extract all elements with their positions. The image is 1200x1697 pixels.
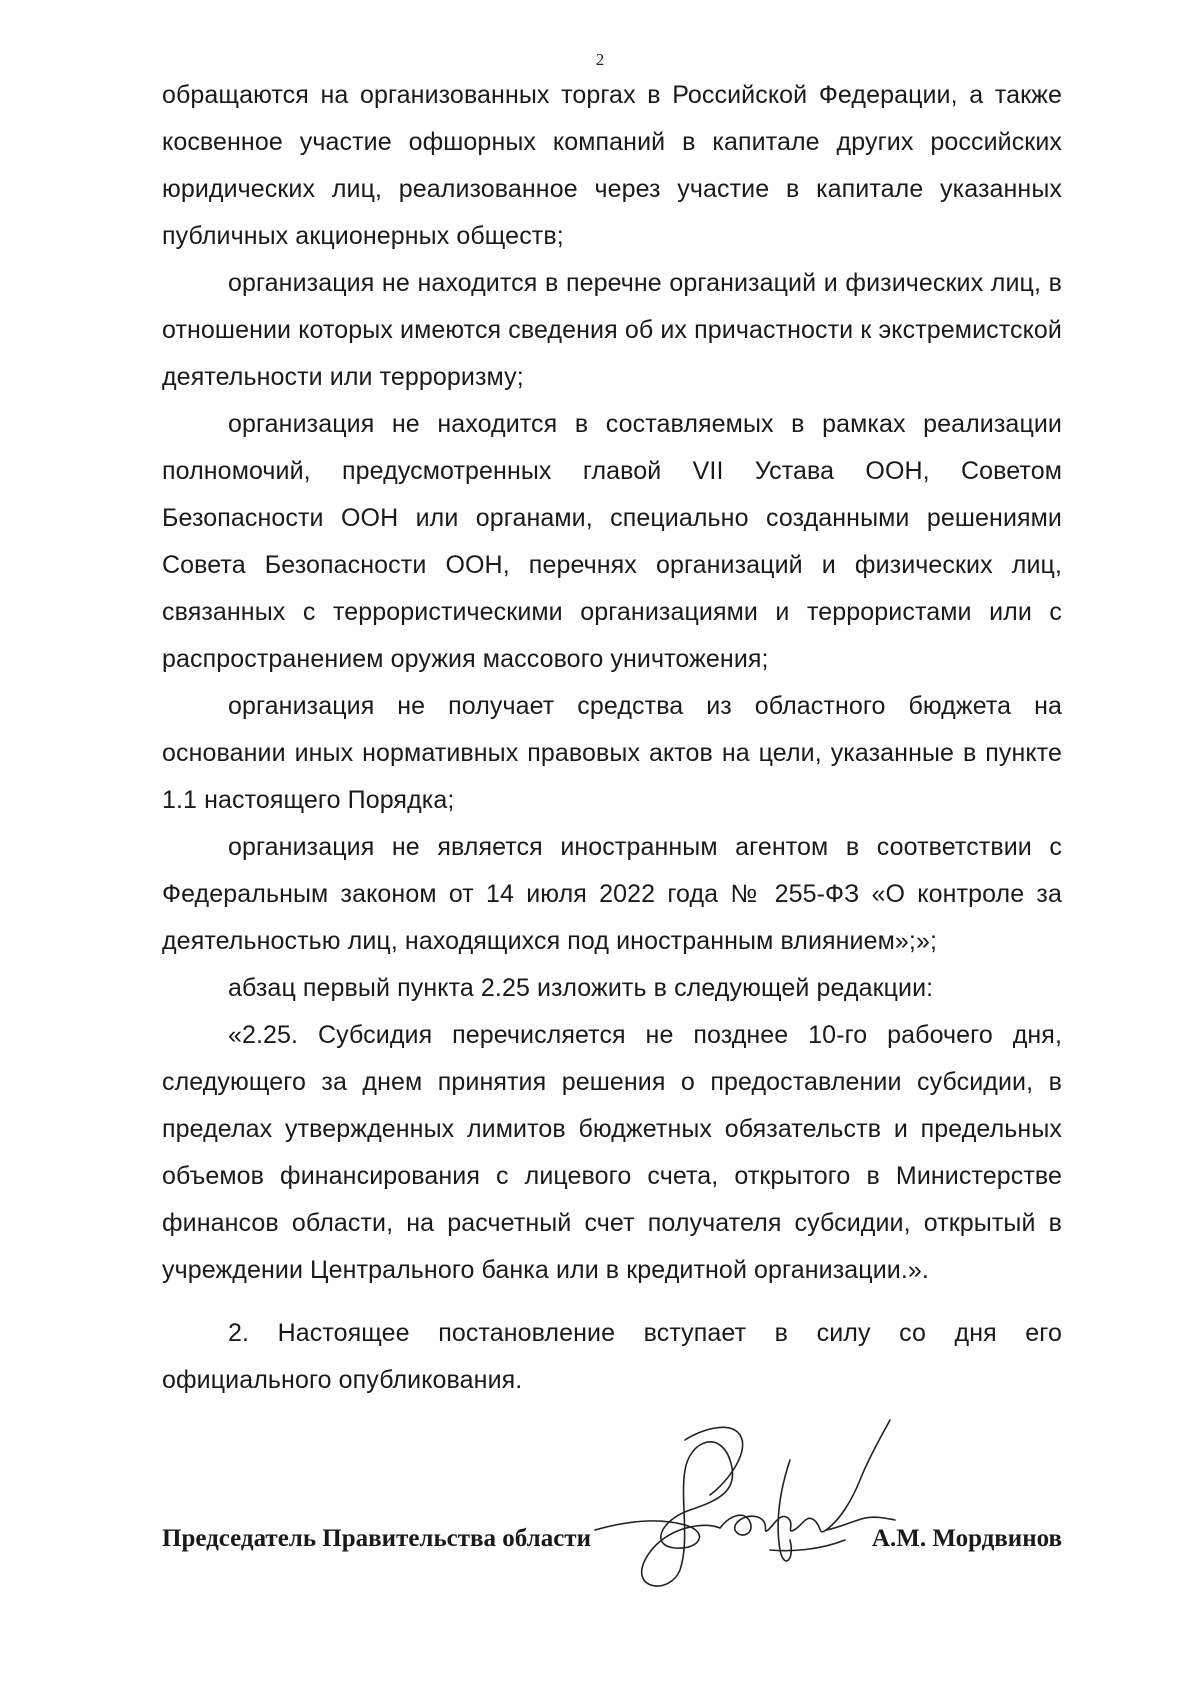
paragraph-amendment-intro: абзац первый пункта 2.25 изложить в следующей редакции: [228,974,934,1002]
paragraph-extremism-list: организация не находится в перечне организаций и физических лиц, в отношении которых имеются сведения об их причастности к экстремистской деятельности или терроризму; [162,269,1062,391]
paragraph-regional-budget: организация не получает средства из областного бюджета на основании иных нормативных правовых актов на цели, указанные в пункте 1.1 настоящего Порядка; [162,692,1062,814]
paragraph-un-lists: организация не находится в составляемых в рамках реализации полномочий, предусмотренных главой VII Устава ООН, Советом Безопасности ООН или органами, специально созданными решениями Совета Безопасности ООН, перечнях организаций и физических лиц, связанных с террористическими организациями и террористами или с распространением оружия массового уничтожения; [162,410,1062,673]
signer-name: А.М. Мордвинов [871,1525,1062,1552]
page-number: 2 [595,50,605,69]
paragraph-clause-2-25: «2.25. Субсидия перечисляется не позднее 10-го рабочего дня, следующего за днем принятия решения о предоставлении субсидии, в пределах утвержденных лимитов бюджетных обязательств и предельных объемов финансирования с лицевого счета, открытого в Министерстве финансов области, на расчетный счет получателя субсидии, открытый в учреждении Центрального банка или в кредитной организации.». [162,1021,1062,1284]
signature-block [162,1525,1062,1585]
paragraph-foreign-agent: организация не является иностранным агентом в соответствии с Федеральным законом от 14 июля 2022 года № 255-ФЗ «О контроле за деятельностью лиц, находящихся под иностранным влиянием»;»; [162,833,1062,955]
signer-title: Председатель Правительства области [162,1525,591,1552]
paragraph-continuation: обращаются на организованных торгах в Российской Федерации, а также косвенное участие офшорных компаний в капитале других российских юридических лиц, реализованное через участие в капитале указанных публичных акционерных обществ; [162,81,1062,250]
paragraph-entry-into-force: 2. Настоящее постановление вступает в силу со дня его официального опубликования. [162,1319,1062,1394]
document-body [162,72,1062,1404]
